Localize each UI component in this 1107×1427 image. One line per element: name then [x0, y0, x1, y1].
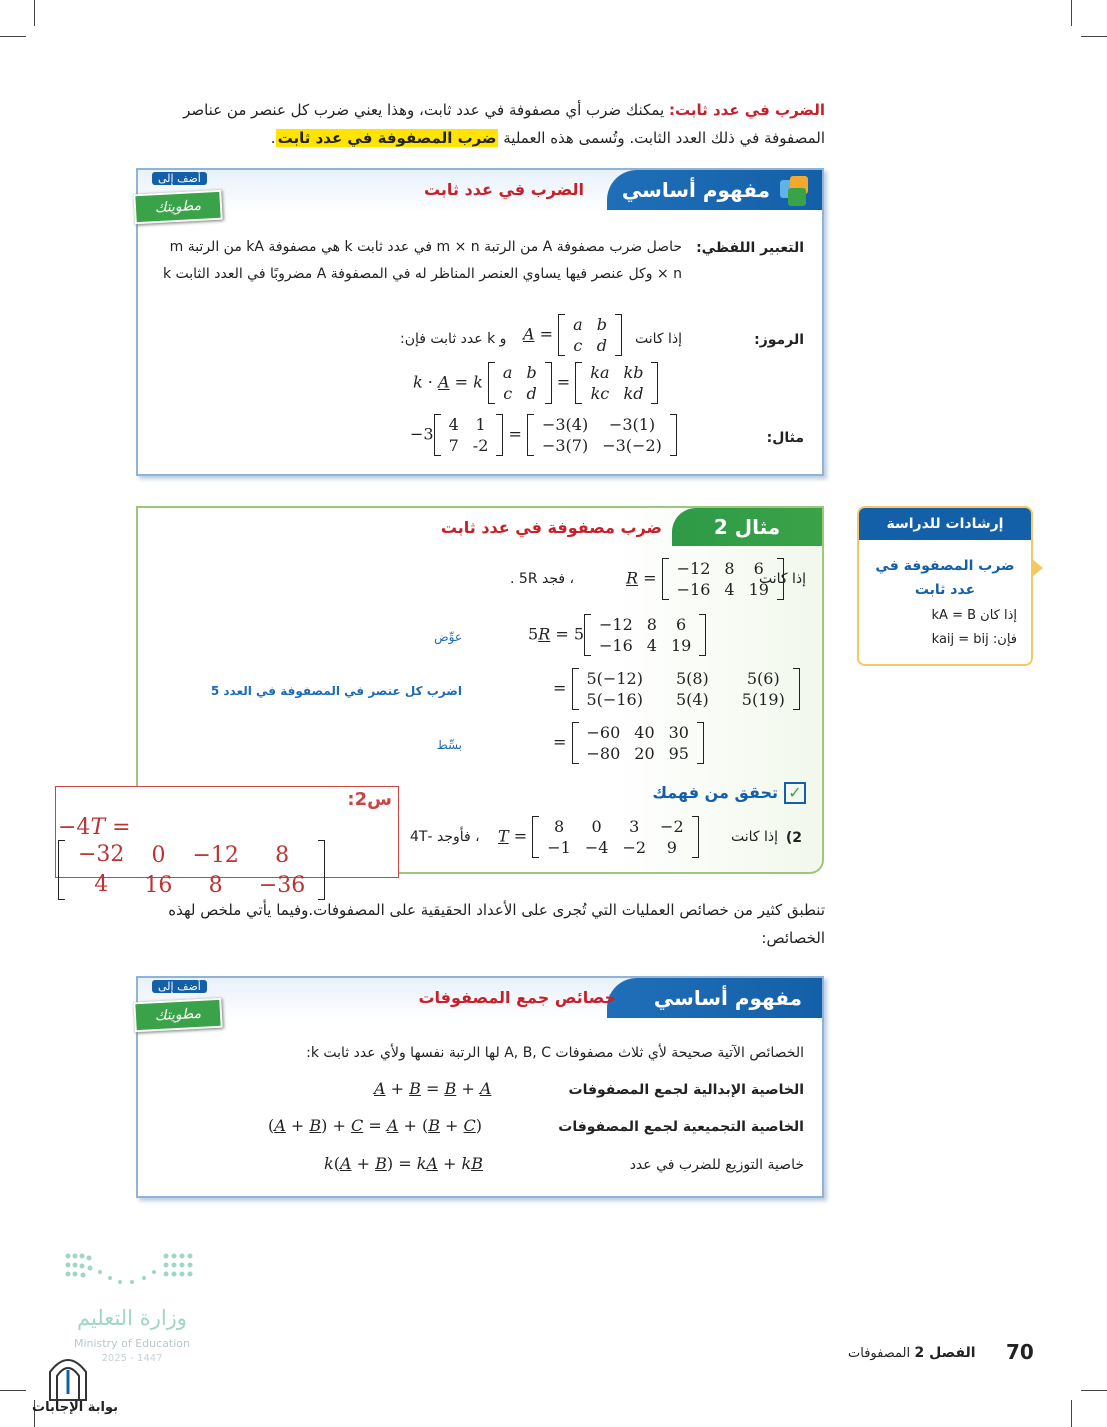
- tips-heading: [871, 554, 1019, 602]
- question-matrix-T: T = 8 0 3 −2 −1 −4 −2 9: [498, 816, 699, 858]
- footer-chapter-label: الفصل 2: [914, 1345, 976, 1361]
- concept-tab-label: مفهوم أساسي: [653, 986, 802, 1010]
- step-substitute: 5R = 5 −12 8 6 −16 4 19: [528, 614, 706, 656]
- given-if: إذا كانت: [758, 571, 806, 587]
- associative-label: الخاصية التجميعية لجمع المصفوفات: [558, 1119, 804, 1135]
- crop-mark: [1081, 1390, 1107, 1391]
- key-concept-box-properties: [136, 976, 824, 1198]
- site-logo-icon: [46, 1350, 90, 1402]
- intro-text: يمكنك ضرب أي مصفوفة في عدد ثابت، وهذا يعني ضرب كل عنصر من عناصر المصفوفة في ذلك العدد الثابت. وتُسمى هذه العملية: [183, 101, 825, 147]
- ministry-year: 2025 - 1447: [101, 1353, 163, 1364]
- concept-tab-label: مفهوم أساسي: [621, 178, 770, 202]
- crop-mark: [0, 36, 26, 37]
- check-understanding-title: [652, 782, 806, 804]
- foldable-label: مطويتك: [133, 998, 222, 1033]
- question-if: إذا كانت: [730, 829, 778, 845]
- answer-label: س2:: [347, 789, 392, 810]
- tips-line: عدد ثابت: [914, 582, 976, 598]
- check-title-text: تحقق من فهمك: [652, 783, 778, 802]
- intro-heading: الضرب في عدد ثابت:: [668, 101, 825, 119]
- tips-title: إرشادات للدراسة: [859, 508, 1031, 540]
- add-to-foldable-badge[interactable]: [134, 168, 224, 226]
- note-simplify: بسِّط: [436, 738, 462, 752]
- example-label: مثال:: [766, 430, 804, 446]
- commutative-label: الخاصية الإبدالية لجمع المصفوفات: [568, 1082, 804, 1098]
- tips-line: فإن: kaij = bij: [931, 632, 1017, 647]
- note-substitute: عوِّض: [434, 630, 462, 644]
- ministry-name-ar: وزارة التعليم: [77, 1306, 187, 1330]
- study-tips-box: [857, 506, 1033, 666]
- scalar-example: −3 4 1 7 -2 = −3(4) −3(1) −3(7) −3(−2): [410, 414, 677, 456]
- key-concept-box: [136, 168, 824, 476]
- site-name: بوابة الإجابات: [32, 1400, 118, 1415]
- crop-mark: [1071, 1400, 1072, 1427]
- add-to-label: أضف إلى: [152, 172, 207, 185]
- foldable-label: مطويتك: [133, 190, 222, 225]
- symbol-matrix-A: A = a b c d: [523, 314, 622, 356]
- step-simplify: = −60 40 30 −80 20 95: [553, 722, 704, 764]
- scalar-rule: k · A = k a b c d = ka kb kc kd: [413, 362, 658, 404]
- symbols-label: الرموز:: [754, 332, 804, 348]
- crop-mark: [1081, 36, 1107, 37]
- example-subtitle: ضرب مصفوفة في عدد ثابت: [440, 518, 662, 537]
- concept-tab: [607, 978, 822, 1018]
- concept-subtitle: خصائص جمع المصفوفات: [418, 988, 616, 1007]
- given-matrix-R: R = −12 8 6 −16 4 19: [626, 558, 784, 600]
- properties-intro: تنطبق كثير من خصائص العمليات التي تُجرى على الأعداد الحقيقية على المصفوفات.وفيما يأتي ملخص لهذه الخصائص:: [168, 901, 825, 947]
- verbal-label: التعبير اللفظي:: [696, 240, 804, 256]
- commutative-formula: A + B = B + A: [374, 1079, 492, 1098]
- associative-formula: (A + B) + C = A + (B + C): [268, 1116, 483, 1135]
- concept-logo-icon: [778, 174, 814, 208]
- ministry-logo-icon: [62, 1248, 202, 1288]
- crop-mark: [1071, 0, 1072, 26]
- symbols-if: إذا كانت: [634, 331, 682, 347]
- tips-rule: [869, 604, 1017, 652]
- tips-line: إذا كان kA = B: [931, 608, 1017, 623]
- intro-paragraph: [150, 96, 825, 152]
- ministry-name-en: Ministry of Education: [73, 1337, 190, 1350]
- footer-chapter: [848, 1345, 976, 1361]
- question-number: 2): [785, 830, 802, 846]
- add-to-label: أضف إلى: [152, 980, 207, 993]
- concept-subtitle: الضرب في عدد ثابت: [423, 180, 584, 199]
- given-find: ، فجد 5R .: [510, 571, 575, 587]
- pointer-arrow-icon: [1031, 558, 1043, 578]
- intro-text-end: .: [270, 129, 276, 147]
- checkmark-icon: ✓: [784, 782, 806, 804]
- distributive-label: خاصية التوزيع للضرب في عدد: [629, 1157, 804, 1173]
- tips-line: ضرب المصفوفة في: [875, 558, 1015, 574]
- example-tab: مثال 2: [672, 508, 822, 546]
- symbols-then: و k عدد ثابت فإن:: [400, 331, 507, 347]
- note-multiply: اضرب كل عنصر في المصفوفة في العدد 5: [210, 684, 462, 698]
- verbal-text: حاصل ضرب مصفوفة A من الرتبة m × n في عدد ثابت k هي مصفوفة kA من الرتبة m × n وكل عنصر فيها يساوي العنصر المناظر له في المصفوفة A مضروبًا في العدد الثابت k: [162, 239, 682, 282]
- add-to-foldable-badge[interactable]: [134, 976, 224, 1034]
- distributive-formula: k(A + B) = kA + kB: [324, 1154, 483, 1173]
- highlighted-term: ضرب المصفوفة في عدد ثابت: [277, 129, 497, 147]
- crop-mark: [0, 1390, 26, 1391]
- properties-statement: الخصائص الآتية صحيحة لأي ثلاث مصفوفات A, B, C لها الرتبة نفسها ولأي عدد ثابت k:: [306, 1045, 804, 1061]
- answer-box: [55, 786, 399, 898]
- answer-matrix: −4T = −32 0 −12 8 4 16 8 −36: [58, 815, 398, 900]
- crop-mark: [34, 0, 35, 26]
- footer-chapter-title: المصفوفات: [848, 1346, 911, 1361]
- page-number: 70: [1006, 1340, 1034, 1364]
- step-multiply: = 5(−12) 5(8) 5(6) 5(−16) 5(4) 5(19): [553, 668, 800, 710]
- question-find: ، فأوجد -4T: [410, 829, 480, 845]
